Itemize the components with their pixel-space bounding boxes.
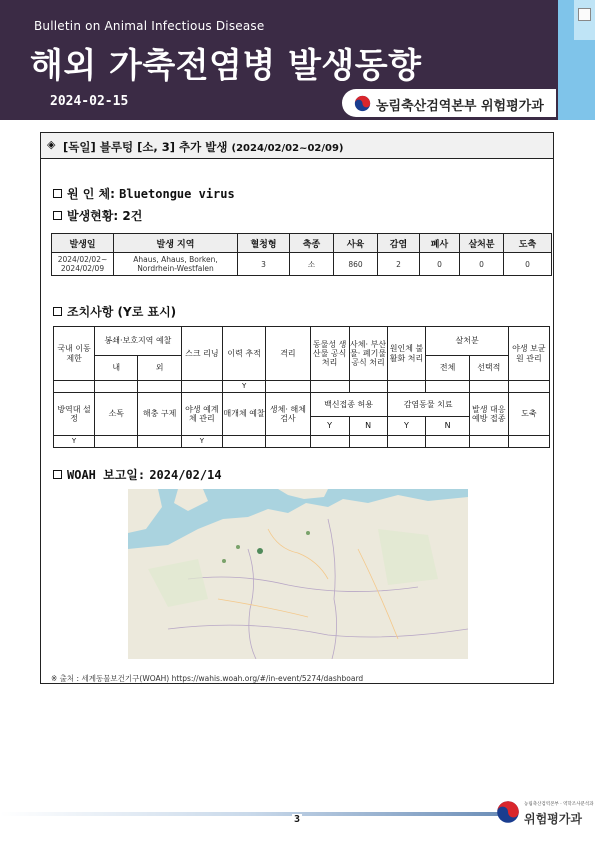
europe-map-image bbox=[128, 489, 468, 659]
measure-header: 매개체 예찰 bbox=[222, 393, 265, 436]
species-cell: 소 bbox=[290, 253, 334, 276]
page-title: 해외 가축전염병 발생동향 bbox=[30, 46, 422, 86]
report-title-bar bbox=[41, 133, 553, 159]
measure-header: 발생 대응 예방 접종 bbox=[469, 393, 508, 436]
issue-date: 2024-02-15 bbox=[50, 94, 129, 109]
region-line: Ahaus, Ahaus, Borken, bbox=[133, 255, 218, 264]
report-title bbox=[63, 139, 344, 155]
measure-value bbox=[426, 381, 469, 393]
outbreak-marker-icon bbox=[257, 548, 263, 554]
measure-header: 백신접종 허용 bbox=[310, 393, 387, 417]
measure-value: Y bbox=[181, 436, 222, 448]
measures-header-row bbox=[54, 393, 550, 417]
column-header: 발생일 bbox=[52, 234, 114, 253]
header-banner bbox=[0, 0, 558, 120]
occurrence-region bbox=[114, 253, 238, 276]
measure-header: 국내 이동 제한 bbox=[54, 327, 95, 381]
measures-table bbox=[53, 326, 550, 448]
checkbox-square-icon bbox=[53, 189, 62, 198]
bulletin-subtitle: Bulletin on Animal Infectious Disease bbox=[34, 19, 265, 33]
measure-value bbox=[349, 436, 387, 448]
measure-header: 스크 리닝 bbox=[181, 327, 222, 381]
woah-line bbox=[53, 466, 222, 483]
measure-header: 방역대 설정 bbox=[54, 393, 95, 436]
column-header: 사육 bbox=[334, 234, 378, 253]
measure-value bbox=[266, 381, 310, 393]
measure-value bbox=[222, 436, 265, 448]
measure-header: 격리 bbox=[266, 327, 310, 381]
column-header: 살처분 bbox=[460, 234, 504, 253]
report-title-text: [독일] 블루텅 [소, 3] 추가 발생 bbox=[63, 140, 228, 154]
measure-header: 소독 bbox=[95, 393, 138, 436]
culled-cell: 0 bbox=[460, 253, 504, 276]
column-header: 도축 bbox=[504, 234, 552, 253]
table-row bbox=[54, 436, 550, 448]
measure-subheader: N bbox=[349, 416, 387, 435]
measure-header: 원인체 불활화 처리 bbox=[387, 327, 426, 381]
slaughtered-cell: 0 bbox=[504, 253, 552, 276]
page-number: 3 bbox=[294, 814, 301, 825]
measure-value: Y bbox=[222, 381, 265, 393]
cause-line bbox=[53, 185, 235, 202]
date-line: 2024/02/02~ bbox=[57, 255, 108, 264]
footer-agency: 농림축산검역본부 · 역학조사분석과 bbox=[524, 802, 594, 807]
measure-value: Y bbox=[54, 436, 95, 448]
measure-value bbox=[508, 436, 549, 448]
measure-header: 감염동물 치료 bbox=[387, 393, 469, 417]
measure-value bbox=[469, 381, 508, 393]
measure-value bbox=[310, 436, 349, 448]
region-line: Nordrhein-Westfalen bbox=[137, 264, 214, 273]
taegeuk-logo-icon bbox=[354, 95, 371, 112]
checkbox-square-icon bbox=[53, 307, 62, 316]
footer-divider bbox=[0, 812, 500, 816]
measure-subheader: N bbox=[426, 416, 469, 435]
diamond-marker-icon: ◈ bbox=[47, 138, 56, 151]
measure-header: 해충 구제 bbox=[138, 393, 181, 436]
measure-subheader: Y bbox=[310, 416, 349, 435]
measure-header: 사체· 부산물· 폐기물 공식 처리 bbox=[349, 327, 387, 381]
report-period: (2024/02/02~02/09) bbox=[231, 143, 344, 154]
measure-header: 이력 추적 bbox=[222, 327, 265, 381]
status-label: 발생현황: bbox=[67, 209, 119, 223]
measure-header: 생체· 해체 검사 bbox=[266, 393, 310, 436]
checkbox-square-icon bbox=[53, 211, 62, 220]
measure-value bbox=[387, 436, 426, 448]
report-box bbox=[40, 132, 554, 684]
table-row bbox=[52, 253, 552, 276]
measure-value bbox=[426, 436, 469, 448]
status-value: 2건 bbox=[122, 209, 143, 223]
measure-value bbox=[469, 436, 508, 448]
footer-department: 위험평가과 bbox=[524, 812, 582, 826]
decor-corner-square bbox=[578, 8, 591, 21]
measure-value bbox=[54, 381, 95, 393]
measure-value bbox=[310, 381, 349, 393]
measure-value bbox=[138, 436, 181, 448]
occurrence-date bbox=[52, 253, 114, 276]
measure-value bbox=[95, 381, 138, 393]
reared-cell: 860 bbox=[334, 253, 378, 276]
measure-header: 야생 보균원 관리 bbox=[508, 327, 549, 381]
measures-label: 조치사항 (Y로 표시) bbox=[67, 305, 177, 319]
outbreak-map bbox=[128, 489, 468, 659]
measure-value bbox=[181, 381, 222, 393]
measure-value bbox=[387, 381, 426, 393]
measure-value bbox=[266, 436, 310, 448]
cause-value: Bluetongue virus bbox=[119, 187, 235, 201]
agency-badge bbox=[342, 89, 556, 117]
measure-header: 살처분 bbox=[426, 327, 508, 356]
column-header: 감염 bbox=[378, 234, 420, 253]
status-line bbox=[53, 207, 142, 224]
measure-value bbox=[138, 381, 181, 393]
measure-header: 야생 예계체 관리 bbox=[181, 393, 222, 436]
serotype-cell: 3 bbox=[238, 253, 290, 276]
measures-line bbox=[53, 303, 176, 320]
measure-subheader: Y bbox=[387, 416, 426, 435]
dead-cell: 0 bbox=[420, 253, 460, 276]
date-line: 2024/02/09 bbox=[60, 264, 105, 273]
woah-date: 2024/02/14 bbox=[149, 468, 222, 482]
measure-value bbox=[95, 436, 138, 448]
cause-label: 원 인 체: bbox=[67, 187, 115, 201]
measure-value bbox=[508, 381, 549, 393]
column-header: 폐사 bbox=[420, 234, 460, 253]
table-row bbox=[54, 381, 550, 393]
occurrence-table bbox=[51, 233, 552, 276]
woah-label: WOAH 보고일: bbox=[67, 468, 146, 482]
checkbox-square-icon bbox=[53, 470, 62, 479]
column-header: 축종 bbox=[290, 234, 334, 253]
measure-header: 도축 bbox=[508, 393, 549, 436]
measure-header: 동물성 생산물 공식 처리 bbox=[310, 327, 349, 381]
source-note: ※ 출처 : 세계동물보건기구(WOAH) https://wahis.woah.org/#/in-event/5274/dashboard bbox=[51, 674, 364, 683]
measure-subheader: 외 bbox=[138, 356, 181, 381]
measure-header: 봉쇄·보호지역 예찰 bbox=[95, 327, 182, 356]
taegeuk-logo-icon bbox=[496, 800, 520, 824]
column-header: 혈청형 bbox=[238, 234, 290, 253]
measure-value bbox=[349, 381, 387, 393]
infected-cell: 2 bbox=[378, 253, 420, 276]
measure-subheader: 선택적 bbox=[469, 356, 508, 381]
occurrence-header-row bbox=[52, 234, 552, 253]
column-header: 발생 지역 bbox=[114, 234, 238, 253]
measure-subheader: 전체 bbox=[426, 356, 469, 381]
measure-subheader: 내 bbox=[95, 356, 138, 381]
measures-header-row bbox=[54, 327, 550, 356]
agency-name: 농림축산검역본부 위험평가과 bbox=[376, 99, 544, 114]
